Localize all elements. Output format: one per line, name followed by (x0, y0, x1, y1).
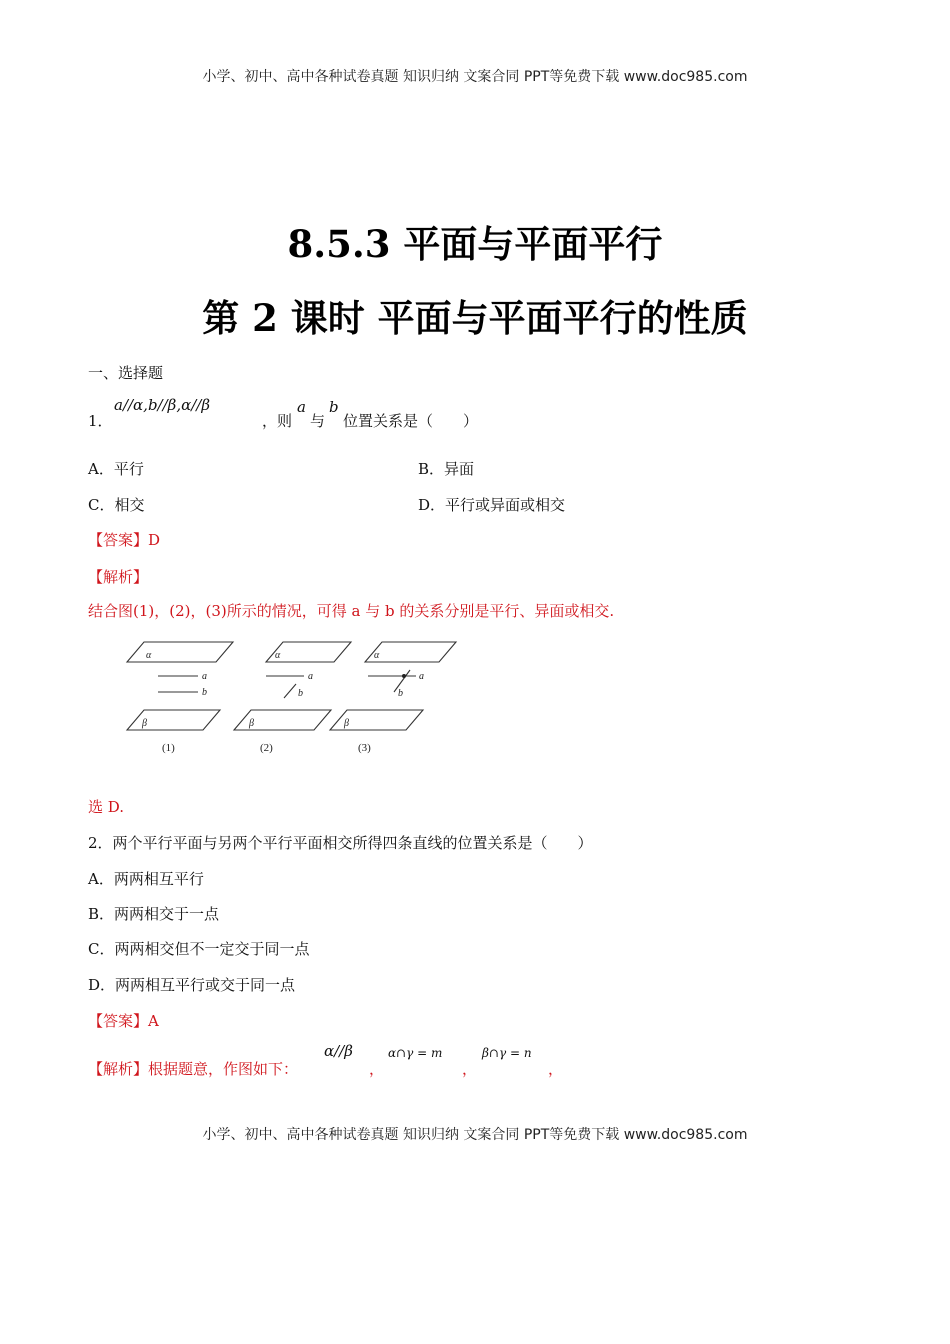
page-footer: 小学、初中、高中各种试卷真题 知识归纳 文案合同 PPT等免费下载 www.doc985.com (202, 1127, 748, 1143)
fig3-label-a: a (419, 671, 424, 682)
q1-stem-part3: 位置关系是（ ） (343, 412, 479, 430)
q1-answer: 【答案】D (88, 531, 161, 549)
q1-stem-part1: ，则 (262, 412, 293, 430)
fig2-label-alpha: α (275, 650, 281, 661)
fig3-intersection-point (402, 674, 406, 678)
q2-option-b: B．两两相交于一点 (88, 905, 220, 923)
q2-math-alpha-parallel-beta: α//β (324, 1042, 353, 1060)
q1-analysis-text: 结合图(1)，(2)，(3)所示的情况，可得 a 与 b 的关系分别是平行、异面或相交. (88, 602, 615, 620)
q1-option-d: D．平行或异面或相交 (418, 496, 566, 514)
q2-stem: 2．两个平行平面与另两个平行平面相交所得四条直线的位置关系是（ ） (88, 834, 593, 852)
q1-option-b: B．异面 (418, 460, 475, 478)
fig3-caption: (3) (358, 742, 371, 754)
section-heading: 一、选择题 (88, 364, 164, 382)
q1-option-c: C．相交 (88, 496, 145, 514)
q1-number: 1． (88, 412, 113, 430)
fig3-label-beta: β (344, 718, 349, 729)
fig2-label-a: a (308, 671, 313, 682)
fig2-line-b (284, 684, 296, 698)
q1-figure (120, 632, 470, 762)
q1-var-a: a (297, 398, 306, 416)
q1-var-b: b (329, 398, 339, 416)
q2-option-d: D．两两相互平行或交于同一点 (88, 976, 296, 994)
q1-conclusion: 选 D. (88, 798, 125, 816)
q1-analysis-label: 【解析】 (88, 568, 149, 586)
q2-answer: 【答案】A (88, 1012, 159, 1030)
q2-analysis-prefix: 【解析】根据题意，作图如下： (88, 1060, 299, 1078)
page-subtitle: 第 2 课时 平面与平面平行的性质 (202, 296, 748, 340)
q2-option-a: A．两两相互平行 (88, 870, 204, 888)
fig1-label-b: b (202, 687, 207, 698)
q2-option-c: C．两两相交但不一定交于同一点 (88, 940, 310, 958)
fig3-label-b: b (398, 688, 403, 699)
q2-math-alpha-cap-gamma: α∩γ = m (388, 1046, 443, 1060)
q2-math-beta-cap-gamma: β∩γ = n (482, 1046, 532, 1060)
page-header: 小学、初中、高中各种试卷真题 知识归纳 文案合同 PPT等免费下载 www.doc985.com (202, 69, 748, 85)
fig1-label-alpha: α (146, 650, 152, 661)
fig2-label-b: b (298, 688, 303, 699)
fig1-caption: (1) (162, 742, 175, 754)
fig2-caption: (2) (260, 742, 273, 754)
fig1-plane-alpha (127, 642, 233, 662)
page-title: 8.5.3 平面与平面平行 (287, 222, 663, 266)
q2-comma-2: ， (462, 1060, 478, 1078)
q2-comma-1: ， (369, 1060, 385, 1078)
fig3-label-alpha: α (374, 650, 380, 661)
fig2-label-beta: β (249, 718, 254, 729)
fig1-label-beta: β (142, 718, 147, 729)
fig1-label-a: a (202, 671, 207, 682)
q1-option-a: A．平行 (88, 460, 144, 478)
q2-comma-3: ， (548, 1060, 564, 1078)
q1-condition: a//α,b//β,α//β (114, 396, 211, 414)
q1-stem-part2: 与 (310, 412, 326, 430)
fig1-plane-beta (127, 710, 220, 730)
